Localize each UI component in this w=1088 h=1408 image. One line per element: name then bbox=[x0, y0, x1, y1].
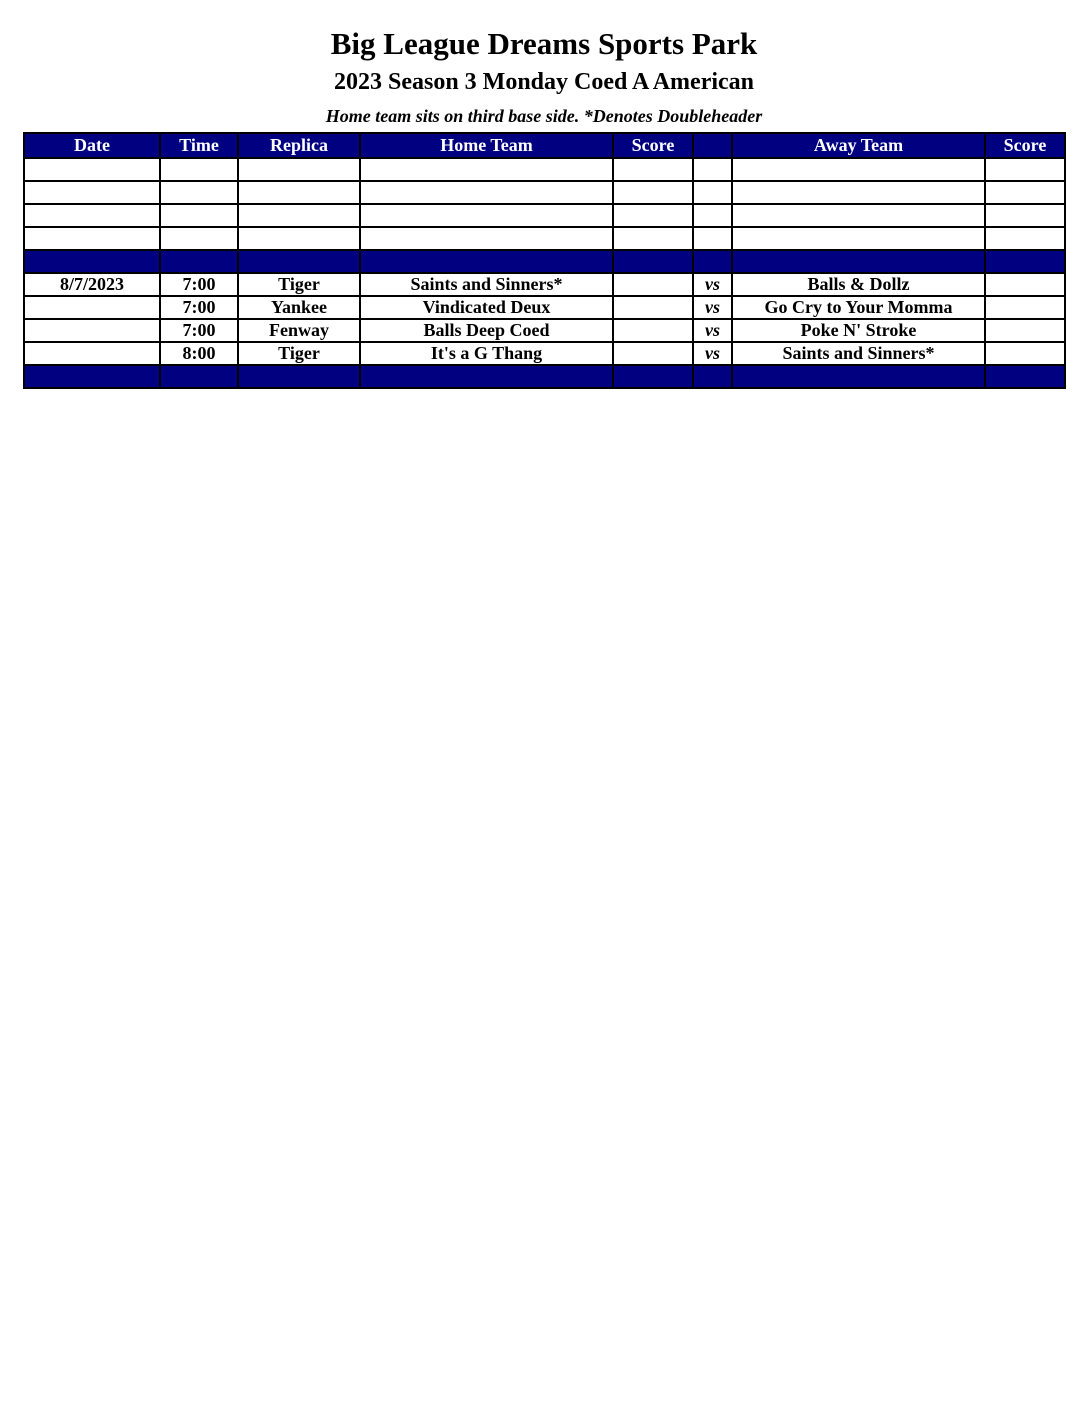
empty-cell bbox=[732, 181, 985, 204]
empty-cell bbox=[732, 204, 985, 227]
home-team: Saints and Sinners* bbox=[360, 273, 613, 296]
away-team: Poke N' Stroke bbox=[732, 319, 985, 342]
game-row bbox=[24, 273, 1065, 296]
home-score bbox=[613, 273, 693, 296]
empty-cell bbox=[613, 227, 693, 250]
empty-row bbox=[24, 181, 1065, 204]
empty-cell bbox=[985, 158, 1065, 181]
column-header-replica: Replica bbox=[238, 133, 360, 158]
home-score bbox=[613, 296, 693, 319]
empty-cell bbox=[24, 227, 160, 250]
empty-cell bbox=[693, 158, 732, 181]
game-time: 8:00 bbox=[160, 342, 238, 365]
separator-cell bbox=[732, 250, 985, 273]
separator-row bbox=[24, 250, 1065, 273]
separator-cell bbox=[160, 365, 238, 388]
separator-cell bbox=[24, 250, 160, 273]
column-header-date: Date bbox=[24, 133, 160, 158]
empty-cell bbox=[360, 181, 613, 204]
separator-cell bbox=[613, 250, 693, 273]
empty-cell bbox=[732, 158, 985, 181]
game-date bbox=[24, 342, 160, 365]
away-score bbox=[985, 342, 1065, 365]
separator-cell bbox=[360, 365, 613, 388]
empty-row bbox=[24, 227, 1065, 250]
empty-cell bbox=[24, 158, 160, 181]
separator-cell bbox=[985, 250, 1065, 273]
empty-cell bbox=[360, 227, 613, 250]
versus-label: vs bbox=[693, 273, 732, 296]
empty-cell bbox=[985, 227, 1065, 250]
separator-cell bbox=[693, 250, 732, 273]
game-row bbox=[24, 342, 1065, 365]
page-subtitle: 2023 Season 3 Monday Coed A American bbox=[333, 69, 755, 95]
away-team: Saints and Sinners* bbox=[732, 342, 985, 365]
away-team: Balls & Dollz bbox=[732, 273, 985, 296]
separator-cell bbox=[613, 365, 693, 388]
separator-row bbox=[24, 365, 1065, 388]
empty-cell bbox=[160, 227, 238, 250]
away-team: Go Cry to Your Momma bbox=[732, 296, 985, 319]
game-replica: Tiger bbox=[238, 273, 360, 296]
away-score bbox=[985, 319, 1065, 342]
empty-cell bbox=[160, 181, 238, 204]
separator-cell bbox=[24, 365, 160, 388]
table-header-row bbox=[24, 133, 1065, 158]
empty-cell bbox=[160, 204, 238, 227]
empty-cell bbox=[238, 181, 360, 204]
empty-cell bbox=[693, 227, 732, 250]
empty-cell bbox=[238, 204, 360, 227]
game-row bbox=[24, 319, 1065, 342]
empty-cell bbox=[360, 204, 613, 227]
game-date bbox=[24, 296, 160, 319]
away-score bbox=[985, 273, 1065, 296]
game-time: 7:00 bbox=[160, 296, 238, 319]
empty-cell bbox=[238, 227, 360, 250]
column-header-time: Time bbox=[160, 133, 238, 158]
separator-cell bbox=[732, 365, 985, 388]
empty-cell bbox=[732, 227, 985, 250]
home-score bbox=[613, 319, 693, 342]
versus-label: vs bbox=[693, 319, 732, 342]
empty-cell bbox=[985, 181, 1065, 204]
separator-cell bbox=[238, 250, 360, 273]
column-header-away-team: Away Team bbox=[732, 133, 985, 158]
game-date: 8/7/2023 bbox=[24, 273, 160, 296]
schedule-note: Home team sits on third base side. *Denotes Doubleheader bbox=[325, 106, 763, 126]
empty-row bbox=[24, 204, 1065, 227]
home-team: Balls Deep Coed bbox=[360, 319, 613, 342]
game-time: 7:00 bbox=[160, 273, 238, 296]
column-header-home-score: Score bbox=[613, 133, 693, 158]
column-header-vs bbox=[693, 133, 732, 158]
separator-cell bbox=[985, 365, 1065, 388]
empty-cell bbox=[693, 204, 732, 227]
game-time: 7:00 bbox=[160, 319, 238, 342]
empty-cell bbox=[160, 158, 238, 181]
empty-cell bbox=[613, 204, 693, 227]
separator-cell bbox=[693, 365, 732, 388]
home-team: It's a G Thang bbox=[360, 342, 613, 365]
game-replica: Fenway bbox=[238, 319, 360, 342]
column-header-home-team: Home Team bbox=[360, 133, 613, 158]
versus-label: vs bbox=[693, 296, 732, 319]
away-score bbox=[985, 296, 1065, 319]
empty-cell bbox=[238, 158, 360, 181]
empty-cell bbox=[693, 181, 732, 204]
game-date bbox=[24, 319, 160, 342]
separator-cell bbox=[238, 365, 360, 388]
empty-cell bbox=[360, 158, 613, 181]
game-replica: Yankee bbox=[238, 296, 360, 319]
game-replica: Tiger bbox=[238, 342, 360, 365]
page-title: Big League Dreams Sports Park bbox=[330, 26, 758, 61]
empty-cell bbox=[24, 204, 160, 227]
empty-row bbox=[24, 158, 1065, 181]
home-team: Vindicated Deux bbox=[360, 296, 613, 319]
empty-cell bbox=[985, 204, 1065, 227]
empty-cell bbox=[613, 158, 693, 181]
separator-cell bbox=[160, 250, 238, 273]
empty-cell bbox=[24, 181, 160, 204]
column-header-away-score: Score bbox=[985, 133, 1065, 158]
versus-label: vs bbox=[693, 342, 732, 365]
empty-cell bbox=[613, 181, 693, 204]
schedule-table bbox=[23, 132, 1066, 389]
separator-cell bbox=[360, 250, 613, 273]
game-row bbox=[24, 296, 1065, 319]
home-score bbox=[613, 342, 693, 365]
